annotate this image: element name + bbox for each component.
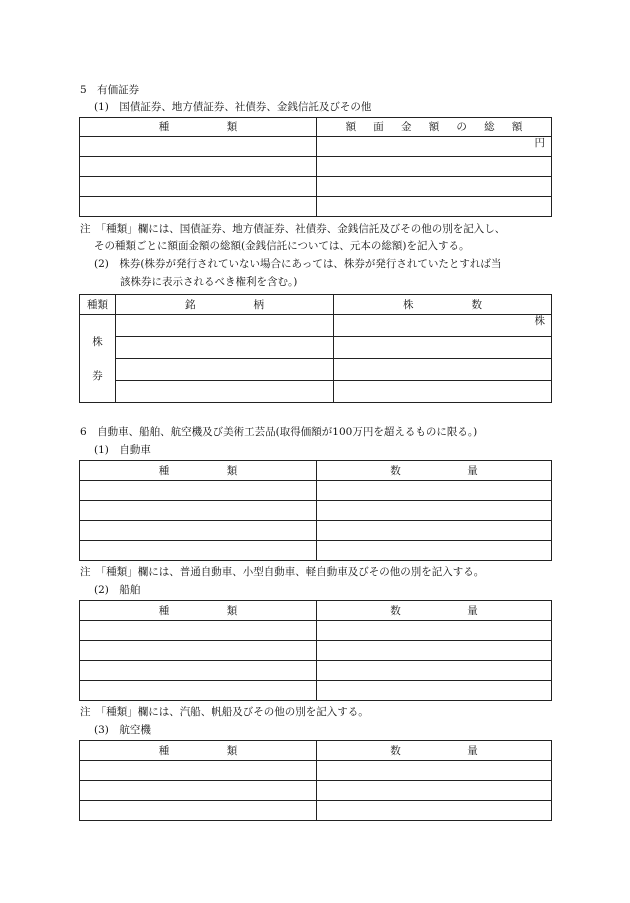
- share-count-header: 株 数: [334, 295, 552, 315]
- table-row: [80, 781, 552, 801]
- table-row: [80, 315, 552, 337]
- issue-cell[interactable]: [116, 359, 334, 381]
- section-6-title: 6 自動車、船舶、航空機及び美術工芸品(取得価額が100万円を超えるものに限る。): [80, 426, 478, 438]
- quantity-cell[interactable]: [317, 481, 552, 501]
- quantity-cell[interactable]: [317, 801, 552, 821]
- table-row: [80, 641, 552, 661]
- note-securities-line1: 注 「種類」欄には、国債証券、地方債証券、社債券、金銭信託及びその他の別を記入し、: [80, 223, 506, 235]
- kind-cell[interactable]: [80, 157, 317, 177]
- securities-table: [79, 117, 552, 217]
- issue-cell[interactable]: [116, 381, 334, 403]
- section-5-title: 5 有価証券: [80, 84, 140, 96]
- quantity-cell[interactable]: [317, 621, 552, 641]
- quantity-header: 数 量: [317, 741, 552, 761]
- table-row: [80, 801, 552, 821]
- table-row: [80, 621, 552, 641]
- section-6-3-heading: (3) 航空機: [94, 724, 151, 736]
- table-row: [80, 661, 552, 681]
- table-row: [80, 337, 552, 359]
- kind-cell[interactable]: [80, 621, 317, 641]
- kind-cell[interactable]: [80, 481, 317, 501]
- quantity-header: 数 量: [317, 461, 552, 481]
- amount-cell[interactable]: [317, 197, 552, 217]
- table-row: [80, 541, 552, 561]
- note-automobile: 注 「種類」欄には、普通自動車、小型自動車、軽自動車及びその他の別を記入する。: [80, 566, 485, 578]
- kind-cell[interactable]: [80, 761, 317, 781]
- kind-header: 種 類: [80, 118, 317, 137]
- quantity-cell[interactable]: [317, 781, 552, 801]
- quantity-cell[interactable]: [317, 681, 552, 701]
- amount-cell[interactable]: [317, 177, 552, 197]
- kind-header: 種 類: [80, 601, 317, 621]
- kind-cell[interactable]: [80, 681, 317, 701]
- table-row: [80, 481, 552, 501]
- amount-cell[interactable]: [317, 137, 552, 157]
- section-5-2-heading-line2: 該株券に表示されるべき権利を含む。): [120, 276, 298, 288]
- aircraft-table: [79, 740, 552, 821]
- issue-cell[interactable]: [116, 315, 334, 337]
- kind-cell[interactable]: [80, 177, 317, 197]
- table-row: [80, 501, 552, 521]
- section-5-1-heading: (1) 国債証券、地方債証券、社債券、金銭信託及びその他: [94, 101, 372, 113]
- stock-table: [79, 294, 552, 403]
- table-row: [80, 521, 552, 541]
- share-cell[interactable]: [334, 337, 552, 359]
- quantity-cell[interactable]: [317, 761, 552, 781]
- quantity-cell[interactable]: [317, 661, 552, 681]
- table-row: [80, 359, 552, 381]
- kind-cell[interactable]: [80, 197, 317, 217]
- kind-cell[interactable]: [80, 521, 317, 541]
- quantity-cell[interactable]: [317, 501, 552, 521]
- yen-unit: 円: [534, 137, 545, 149]
- kind-cell[interactable]: [80, 661, 317, 681]
- note-ship: 注 「種類」欄には、汽船、帆船及びその他の別を記入する。: [80, 706, 369, 718]
- kind-cell[interactable]: [80, 801, 317, 821]
- quantity-cell[interactable]: [317, 521, 552, 541]
- automobile-table: [79, 460, 552, 561]
- table-row: [80, 381, 552, 403]
- kind-cell[interactable]: [80, 781, 317, 801]
- amount-cell[interactable]: [317, 157, 552, 177]
- section-6-1-heading: (1) 自動車: [94, 444, 151, 456]
- stock-side-label: 株 券: [80, 315, 116, 403]
- table-row: [80, 761, 552, 781]
- kind-header: 種 類: [80, 741, 317, 761]
- table-row: [80, 681, 552, 701]
- quantity-cell[interactable]: [317, 541, 552, 561]
- section-6-2-heading: (2) 船舶: [94, 584, 141, 596]
- kind-cell[interactable]: [80, 641, 317, 661]
- table-row: [80, 137, 552, 157]
- share-cell[interactable]: [334, 315, 552, 337]
- section-5-2-heading-line1: (2) 株券(株券が発行されていない場合にあっては、株券が発行されていたとすれば当: [94, 258, 502, 270]
- issue-cell[interactable]: [116, 337, 334, 359]
- quantity-header: 数 量: [317, 601, 552, 621]
- table-row: [80, 177, 552, 197]
- quantity-cell[interactable]: [317, 641, 552, 661]
- share-unit: 株: [534, 315, 545, 327]
- kind-cell[interactable]: [80, 541, 317, 561]
- kind-header: 種 類: [80, 461, 317, 481]
- table-row: [80, 157, 552, 177]
- share-cell[interactable]: [334, 381, 552, 403]
- kind-cell[interactable]: [80, 137, 317, 157]
- note-securities-line2: その種類ごとに額面金額の総額(金銭信託については、元本の総額)を記入する。: [94, 240, 470, 252]
- kind-header: 種類: [80, 295, 116, 315]
- ship-table: [79, 600, 552, 701]
- table-row: [80, 197, 552, 217]
- share-cell[interactable]: [334, 359, 552, 381]
- kind-cell[interactable]: [80, 501, 317, 521]
- face-value-total-header: 額 面 金 額 の 総 額: [317, 118, 552, 137]
- issue-name-header: 銘 柄: [116, 295, 334, 315]
